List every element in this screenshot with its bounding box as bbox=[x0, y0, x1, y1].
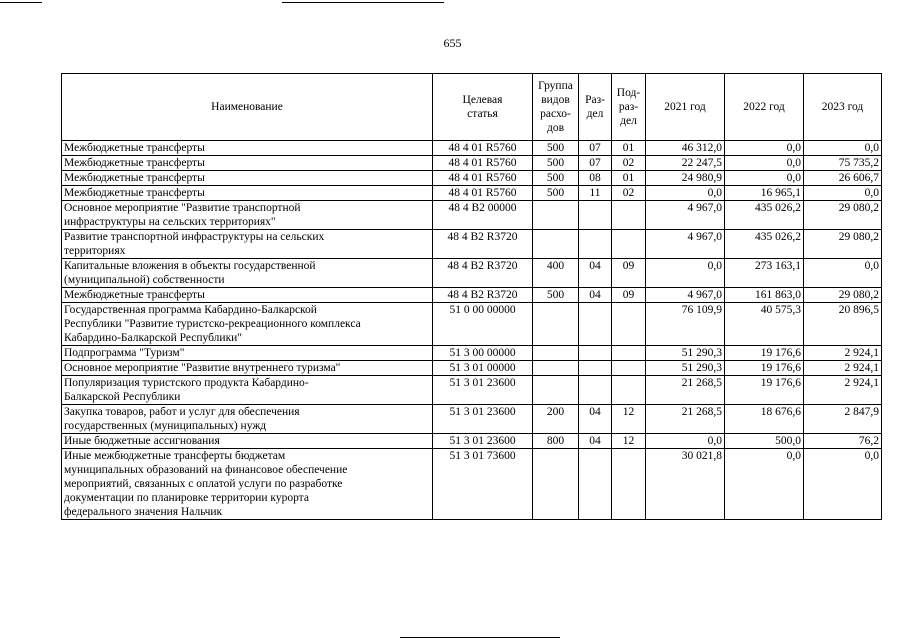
cell-group bbox=[533, 449, 579, 520]
cell-2022: 16 965,1 bbox=[725, 186, 804, 201]
cell-target: 51 3 01 00000 bbox=[433, 361, 533, 376]
cell-section bbox=[579, 376, 612, 405]
cell-2023: 0,0 bbox=[804, 449, 882, 520]
cell-subsection bbox=[612, 376, 646, 405]
cell-2023: 26 606,7 bbox=[804, 171, 882, 186]
cell-subsection: 01 bbox=[612, 141, 646, 156]
header-name: Наименование bbox=[62, 74, 433, 141]
table-body bbox=[62, 141, 882, 520]
cell-name: Популяризация туристского продукта Кабардино- Балкарской Республики bbox=[62, 376, 433, 405]
cell-2022: 500,0 bbox=[725, 434, 804, 449]
cell-subsection: 12 bbox=[612, 405, 646, 434]
cell-2023: 75 735,2 bbox=[804, 156, 882, 171]
budget-table bbox=[61, 73, 882, 520]
cell-2021: 76 109,9 bbox=[646, 303, 725, 346]
table-row bbox=[62, 288, 882, 303]
cell-name: Капитальные вложения в объекты государственной (муниципальной) собственности bbox=[62, 259, 433, 288]
cell-2022: 19 176,6 bbox=[725, 376, 804, 405]
header-section: Раз- дел bbox=[579, 74, 612, 141]
cell-subsection bbox=[612, 230, 646, 259]
cell-subsection: 12 bbox=[612, 434, 646, 449]
bottom-rule bbox=[400, 637, 560, 638]
header-2022: 2022 год bbox=[725, 74, 804, 141]
cell-section bbox=[579, 449, 612, 520]
cell-2021: 4 967,0 bbox=[646, 288, 725, 303]
header-2021: 2021 год bbox=[646, 74, 725, 141]
cell-group: 500 bbox=[533, 171, 579, 186]
cell-group bbox=[533, 230, 579, 259]
cell-section bbox=[579, 230, 612, 259]
cell-2022: 0,0 bbox=[725, 171, 804, 186]
cell-section bbox=[579, 201, 612, 230]
cell-2023: 0,0 bbox=[804, 259, 882, 288]
cell-2023: 2 924,1 bbox=[804, 346, 882, 361]
cell-target: 48 4 В2 R3720 bbox=[433, 230, 533, 259]
cell-target: 51 3 00 00000 bbox=[433, 346, 533, 361]
cell-target: 48 4 01 R5760 bbox=[433, 186, 533, 201]
cell-section: 07 bbox=[579, 156, 612, 171]
cell-target: 48 4 В2 R3720 bbox=[433, 288, 533, 303]
cell-2021: 21 268,5 bbox=[646, 405, 725, 434]
cell-section bbox=[579, 303, 612, 346]
cell-target: 48 4 01 R5760 bbox=[433, 141, 533, 156]
cell-section: 04 bbox=[579, 288, 612, 303]
cell-2022: 0,0 bbox=[725, 449, 804, 520]
cell-group: 400 bbox=[533, 259, 579, 288]
cell-name: Развитие транспортной инфраструктуры на сельских территориях bbox=[62, 230, 433, 259]
cell-name: Межбюджетные трансферты bbox=[62, 288, 433, 303]
cell-section: 11 bbox=[579, 186, 612, 201]
cell-target: 48 4 В2 00000 bbox=[433, 201, 533, 230]
header-2023: 2023 год bbox=[804, 74, 882, 141]
cell-target: 51 3 01 23600 bbox=[433, 405, 533, 434]
cell-2021: 30 021,8 bbox=[646, 449, 725, 520]
header-row bbox=[62, 74, 882, 141]
cell-2021: 46 312,0 bbox=[646, 141, 725, 156]
table-row bbox=[62, 156, 882, 171]
cell-group: 500 bbox=[533, 141, 579, 156]
cell-2022: 0,0 bbox=[725, 141, 804, 156]
cell-target: 51 3 01 23600 bbox=[433, 434, 533, 449]
cell-target: 48 4 В2 R3720 bbox=[433, 259, 533, 288]
cell-section bbox=[579, 346, 612, 361]
header-target: Целевая статья bbox=[433, 74, 533, 141]
cell-section: 04 bbox=[579, 434, 612, 449]
cell-subsection: 02 bbox=[612, 186, 646, 201]
cell-2022: 273 163,1 bbox=[725, 259, 804, 288]
cell-subsection: 02 bbox=[612, 156, 646, 171]
top-rule-right bbox=[282, 2, 444, 3]
cell-section bbox=[579, 361, 612, 376]
cell-group bbox=[533, 303, 579, 346]
cell-section: 07 bbox=[579, 141, 612, 156]
cell-2022: 19 176,6 bbox=[725, 346, 804, 361]
cell-target: 51 3 01 73600 bbox=[433, 449, 533, 520]
cell-subsection bbox=[612, 449, 646, 520]
cell-section: 04 bbox=[579, 405, 612, 434]
cell-2023: 29 080,2 bbox=[804, 230, 882, 259]
table-row bbox=[62, 171, 882, 186]
cell-subsection bbox=[612, 201, 646, 230]
cell-group: 500 bbox=[533, 288, 579, 303]
cell-group bbox=[533, 201, 579, 230]
table-row bbox=[62, 303, 882, 346]
cell-target: 51 0 00 00000 bbox=[433, 303, 533, 346]
cell-section: 08 bbox=[579, 171, 612, 186]
cell-2023: 0,0 bbox=[804, 186, 882, 201]
cell-2023: 2 847,9 bbox=[804, 405, 882, 434]
cell-group bbox=[533, 361, 579, 376]
cell-2022: 0,0 bbox=[725, 156, 804, 171]
cell-2021: 4 967,0 bbox=[646, 201, 725, 230]
table-row bbox=[62, 405, 882, 434]
cell-2023: 20 896,5 bbox=[804, 303, 882, 346]
cell-name: Основное мероприятие "Развитие внутреннего туризма" bbox=[62, 361, 433, 376]
table-row bbox=[62, 186, 882, 201]
cell-name: Государственная программа Кабардино-Балкарской Республики "Развитие туристско-рекреационного комплекса Кабардино-Балкарской Республики" bbox=[62, 303, 433, 346]
cell-subsection bbox=[612, 361, 646, 376]
header-group: Группа видов расхо- дов bbox=[533, 74, 579, 141]
cell-name: Закупка товаров, работ и услуг для обеспечения государственных (муниципальных) нужд bbox=[62, 405, 433, 434]
table-row bbox=[62, 201, 882, 230]
cell-group: 500 bbox=[533, 186, 579, 201]
cell-2023: 0,0 bbox=[804, 141, 882, 156]
table-row bbox=[62, 346, 882, 361]
cell-2023: 2 924,1 bbox=[804, 376, 882, 405]
cell-target: 48 4 01 R5760 bbox=[433, 171, 533, 186]
table-row bbox=[62, 434, 882, 449]
cell-subsection: 09 bbox=[612, 259, 646, 288]
cell-name: Межбюджетные трансферты bbox=[62, 186, 433, 201]
cell-subsection: 01 bbox=[612, 171, 646, 186]
cell-2022: 18 676,6 bbox=[725, 405, 804, 434]
cell-2021: 0,0 bbox=[646, 434, 725, 449]
page-number: 655 bbox=[443, 36, 462, 50]
cell-2021: 24 980,9 bbox=[646, 171, 725, 186]
cell-name: Подпрограмма "Туризм" bbox=[62, 346, 433, 361]
cell-subsection: 09 bbox=[612, 288, 646, 303]
table-row bbox=[62, 449, 882, 520]
cell-target: 48 4 01 R5760 bbox=[433, 156, 533, 171]
cell-2021: 51 290,3 bbox=[646, 346, 725, 361]
cell-target: 51 3 01 23600 bbox=[433, 376, 533, 405]
cell-2021: 4 967,0 bbox=[646, 230, 725, 259]
table-row bbox=[62, 141, 882, 156]
header-subsection: Под- раз- дел bbox=[612, 74, 646, 141]
cell-name: Иные бюджетные ассигнования bbox=[62, 434, 433, 449]
cell-2021: 21 268,5 bbox=[646, 376, 725, 405]
table-row bbox=[62, 376, 882, 405]
cell-2021: 0,0 bbox=[646, 259, 725, 288]
cell-2023: 76,2 bbox=[804, 434, 882, 449]
cell-name: Основное мероприятие "Развитие транспортной инфраструктуры на сельских территориях" bbox=[62, 201, 433, 230]
table-row bbox=[62, 361, 882, 376]
cell-subsection bbox=[612, 303, 646, 346]
cell-2022: 435 026,2 bbox=[725, 230, 804, 259]
cell-2022: 19 176,6 bbox=[725, 361, 804, 376]
cell-2023: 29 080,2 bbox=[804, 201, 882, 230]
cell-group bbox=[533, 376, 579, 405]
table-row bbox=[62, 259, 882, 288]
cell-group: 500 bbox=[533, 156, 579, 171]
cell-2023: 2 924,1 bbox=[804, 361, 882, 376]
cell-name: Иные межбюджетные трансферты бюджетам муниципальных образований на финансовое обеспечение мероприятий, связанных с оплатой услуги по разработке документации по планировке территории курорта федерального значения Нальчик bbox=[62, 449, 433, 520]
cell-2022: 435 026,2 bbox=[725, 201, 804, 230]
table-row bbox=[62, 230, 882, 259]
cell-section: 04 bbox=[579, 259, 612, 288]
cell-group: 800 bbox=[533, 434, 579, 449]
cell-2023: 29 080,2 bbox=[804, 288, 882, 303]
cell-2021: 0,0 bbox=[646, 186, 725, 201]
cell-name: Межбюджетные трансферты bbox=[62, 141, 433, 156]
cell-group bbox=[533, 346, 579, 361]
cell-2021: 22 247,5 bbox=[646, 156, 725, 171]
cell-name: Межбюджетные трансферты bbox=[62, 171, 433, 186]
top-rule-left bbox=[0, 2, 42, 3]
cell-2022: 161 863,0 bbox=[725, 288, 804, 303]
cell-group: 200 bbox=[533, 405, 579, 434]
cell-subsection bbox=[612, 346, 646, 361]
cell-2022: 40 575,3 bbox=[725, 303, 804, 346]
cell-name: Межбюджетные трансферты bbox=[62, 156, 433, 171]
cell-2021: 51 290,3 bbox=[646, 361, 725, 376]
